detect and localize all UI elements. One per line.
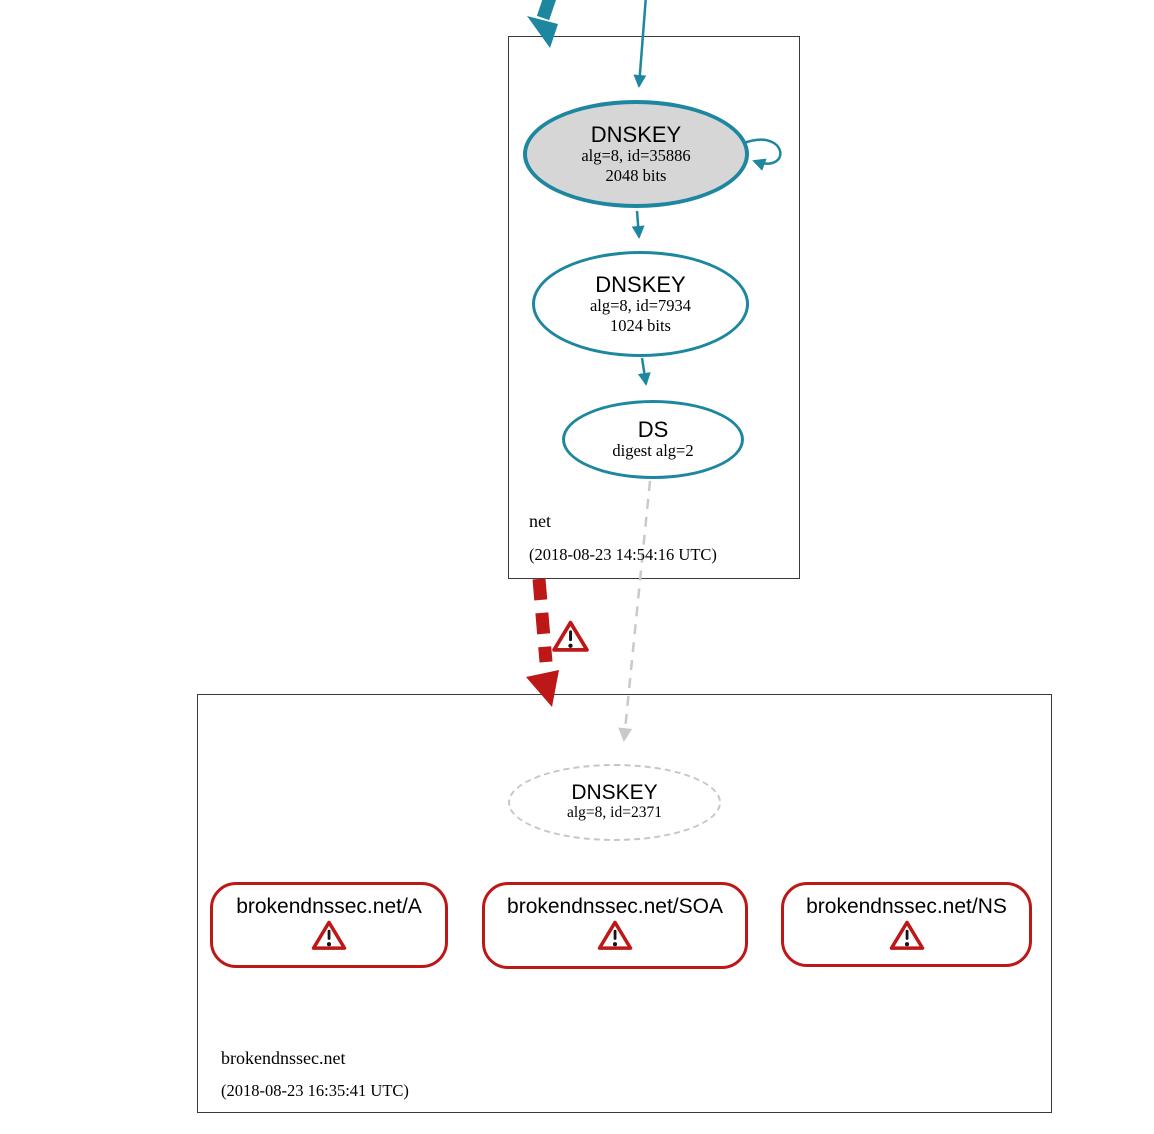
rrset-a[interactable] (210, 882, 448, 968)
rrset-label: brokendnssec.net/A (236, 895, 422, 918)
rrset-ns[interactable] (781, 882, 1032, 967)
node-title: DNSKEY (571, 781, 658, 805)
zone-timestamp-brokendnssec: (2018-08-23 16:35:41 UTC) (221, 1081, 409, 1100)
edge-zsk-to-ds (642, 358, 646, 384)
node-attr-digest: digest alg=2 (612, 441, 694, 461)
node-attr-bits: 2048 bits (605, 165, 667, 185)
edge-ds-to-child-dnskey (624, 481, 650, 740)
node-title: DNSKEY (590, 121, 682, 147)
edge-ksk-self-loop (744, 140, 780, 164)
node-dnskey-ksk[interactable] (523, 100, 749, 208)
rrset-soa[interactable] (482, 882, 748, 969)
node-attr-bits: 1024 bits (610, 315, 671, 335)
warning-icon (889, 920, 925, 951)
zone-name-brokendnssec: brokendnssec.net (221, 1048, 346, 1068)
edge-top-to-ksk (639, 0, 646, 86)
node-dnskey-zsk[interactable] (532, 251, 749, 357)
node-ds[interactable] (562, 400, 744, 479)
node-attr-alg-id: alg=8, id=7934 (589, 296, 692, 316)
node-attr-alg-id: alg=8, id=2371 (567, 804, 662, 822)
node-attr-alg-id: alg=8, id=35886 (581, 146, 691, 166)
edge-parent-delegation-shaft (543, 0, 558, 18)
node-title: DNSKEY (595, 271, 686, 297)
zone-timestamp-net: (2018-08-23 14:54:16 UTC) (529, 545, 717, 564)
warning-icon (311, 920, 347, 951)
edge-ksk-to-zsk (637, 211, 639, 237)
zone-name-net: net (529, 511, 551, 531)
edge-bogus-delegation-shaft (539, 579, 546, 662)
node-dnskey-child[interactable] (508, 764, 721, 841)
rrset-label: brokendnssec.net/NS (806, 895, 1007, 918)
warning-icon (552, 620, 589, 653)
rrset-label: brokendnssec.net/SOA (507, 895, 723, 918)
edge-bogus-delegation-arrowhead (526, 670, 559, 707)
node-title: DS (637, 417, 669, 443)
warning-icon (597, 920, 633, 951)
edge-parent-delegation-arrowhead (527, 16, 558, 48)
